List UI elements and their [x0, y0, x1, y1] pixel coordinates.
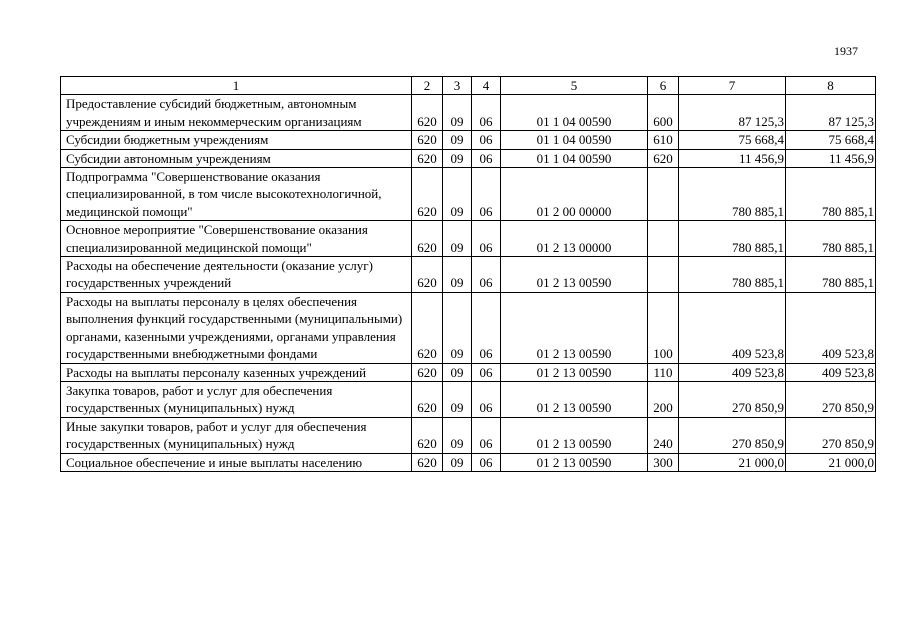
amount-col-7: 780 885,1	[679, 168, 786, 221]
row-name: Расходы на обеспечение деятельности (оказание услуг) государственных учреждений	[61, 257, 412, 293]
section-code: 09	[443, 292, 472, 363]
amount-col-8: 75 668,4	[786, 131, 876, 149]
amount-col-8: 409 523,8	[786, 363, 876, 381]
column-header: 1	[61, 77, 412, 95]
amount-col-7: 87 125,3	[679, 95, 786, 131]
amount-col-7: 270 850,9	[679, 417, 786, 453]
expense-type-code: 240	[648, 417, 679, 453]
ministry-code: 620	[412, 168, 443, 221]
subsection-code: 06	[472, 453, 501, 471]
table-row	[61, 131, 876, 149]
column-header: 6	[648, 77, 679, 95]
row-name: Социальное обеспечение и иные выплаты населению	[61, 453, 412, 471]
ministry-code: 620	[412, 453, 443, 471]
expense-type-code: 100	[648, 292, 679, 363]
table-row	[61, 292, 876, 363]
row-name: Субсидии бюджетным учреждениям	[61, 131, 412, 149]
column-header: 5	[501, 77, 648, 95]
subsection-code: 06	[472, 131, 501, 149]
expense-type-code: 110	[648, 363, 679, 381]
section-code: 09	[443, 149, 472, 167]
ministry-code: 620	[412, 149, 443, 167]
section-code: 09	[443, 131, 472, 149]
target-article-code: 01 2 13 00000	[501, 221, 648, 257]
subsection-code: 06	[472, 221, 501, 257]
column-header: 2	[412, 77, 443, 95]
ministry-code: 620	[412, 131, 443, 149]
expense-type-code: 300	[648, 453, 679, 471]
target-article-code: 01 2 13 00590	[501, 363, 648, 381]
section-code: 09	[443, 417, 472, 453]
row-name: Расходы на выплаты персоналу казенных учреждений	[61, 363, 412, 381]
section-code: 09	[443, 168, 472, 221]
target-article-code: 01 2 13 00590	[501, 292, 648, 363]
ministry-code: 620	[412, 381, 443, 417]
row-name: Иные закупки товаров, работ и услуг для обеспечения государственных (муниципальных) нужд	[61, 417, 412, 453]
ministry-code: 620	[412, 292, 443, 363]
expense-type-code: 620	[648, 149, 679, 167]
column-header: 4	[472, 77, 501, 95]
table-body	[61, 77, 876, 472]
row-name: Основное мероприятие "Совершенствование оказания специализированной медицинской помощи"	[61, 221, 412, 257]
amount-col-7: 780 885,1	[679, 221, 786, 257]
amount-col-8: 87 125,3	[786, 95, 876, 131]
subsection-code: 06	[472, 257, 501, 293]
target-article-code: 01 2 13 00590	[501, 257, 648, 293]
target-article-code: 01 1 04 00590	[501, 131, 648, 149]
subsection-code: 06	[472, 292, 501, 363]
amount-col-8: 11 456,9	[786, 149, 876, 167]
expense-type-code	[648, 168, 679, 221]
subsection-code: 06	[472, 381, 501, 417]
table-row	[61, 95, 876, 131]
table-row	[61, 417, 876, 453]
row-name: Подпрограмма "Совершенствование оказания специализированной, в том числе высокотехнологичной, медицинской помощи"	[61, 168, 412, 221]
table-row	[61, 168, 876, 221]
column-header: 7	[679, 77, 786, 95]
expense-type-code: 600	[648, 95, 679, 131]
amount-col-7: 75 668,4	[679, 131, 786, 149]
target-article-code: 01 2 13 00590	[501, 453, 648, 471]
expense-type-code	[648, 221, 679, 257]
amount-col-7: 409 523,8	[679, 292, 786, 363]
target-article-code: 01 1 04 00590	[501, 149, 648, 167]
table-row	[61, 257, 876, 293]
page-number: 1937	[834, 44, 858, 58]
ministry-code: 620	[412, 257, 443, 293]
ministry-code: 620	[412, 417, 443, 453]
table-row	[61, 381, 876, 417]
row-name: Субсидии автономным учреждениям	[61, 149, 412, 167]
section-code: 09	[443, 453, 472, 471]
column-header: 3	[443, 77, 472, 95]
target-article-code: 01 1 04 00590	[501, 95, 648, 131]
ministry-code: 620	[412, 95, 443, 131]
row-name: Расходы на выплаты персоналу в целях обеспечения выполнения функций государственными (муниципальными) органами, казенными учреждениями, органами управления государственными внебюджетными фондами	[61, 292, 412, 363]
section-code: 09	[443, 363, 472, 381]
amount-col-7: 409 523,8	[679, 363, 786, 381]
amount-col-8: 780 885,1	[786, 168, 876, 221]
row-name: Закупка товаров, работ и услуг для обеспечения государственных (муниципальных) нужд	[61, 381, 412, 417]
target-article-code: 01 2 13 00590	[501, 381, 648, 417]
section-code: 09	[443, 381, 472, 417]
row-name: Предоставление субсидий бюджетным, автономным учреждениям и иным некоммерческим организациям	[61, 95, 412, 131]
table-row	[61, 221, 876, 257]
subsection-code: 06	[472, 95, 501, 131]
subsection-code: 06	[472, 149, 501, 167]
amount-col-7: 780 885,1	[679, 257, 786, 293]
section-code: 09	[443, 95, 472, 131]
target-article-code: 01 2 13 00590	[501, 417, 648, 453]
amount-col-8: 409 523,8	[786, 292, 876, 363]
section-code: 09	[443, 257, 472, 293]
section-code: 09	[443, 221, 472, 257]
subsection-code: 06	[472, 363, 501, 381]
subsection-code: 06	[472, 168, 501, 221]
table-row	[61, 363, 876, 381]
amount-col-7: 21 000,0	[679, 453, 786, 471]
table-header-row	[61, 77, 876, 95]
column-header: 8	[786, 77, 876, 95]
target-article-code: 01 2 00 00000	[501, 168, 648, 221]
expense-type-code: 610	[648, 131, 679, 149]
subsection-code: 06	[472, 417, 501, 453]
amount-col-7: 270 850,9	[679, 381, 786, 417]
expense-type-code	[648, 257, 679, 293]
ministry-code: 620	[412, 221, 443, 257]
budget-table	[60, 76, 876, 472]
table-row	[61, 453, 876, 471]
amount-col-8: 270 850,9	[786, 381, 876, 417]
expense-type-code: 200	[648, 381, 679, 417]
amount-col-8: 270 850,9	[786, 417, 876, 453]
ministry-code: 620	[412, 363, 443, 381]
table-row	[61, 149, 876, 167]
amount-col-8: 780 885,1	[786, 257, 876, 293]
amount-col-7: 11 456,9	[679, 149, 786, 167]
amount-col-8: 21 000,0	[786, 453, 876, 471]
amount-col-8: 780 885,1	[786, 221, 876, 257]
